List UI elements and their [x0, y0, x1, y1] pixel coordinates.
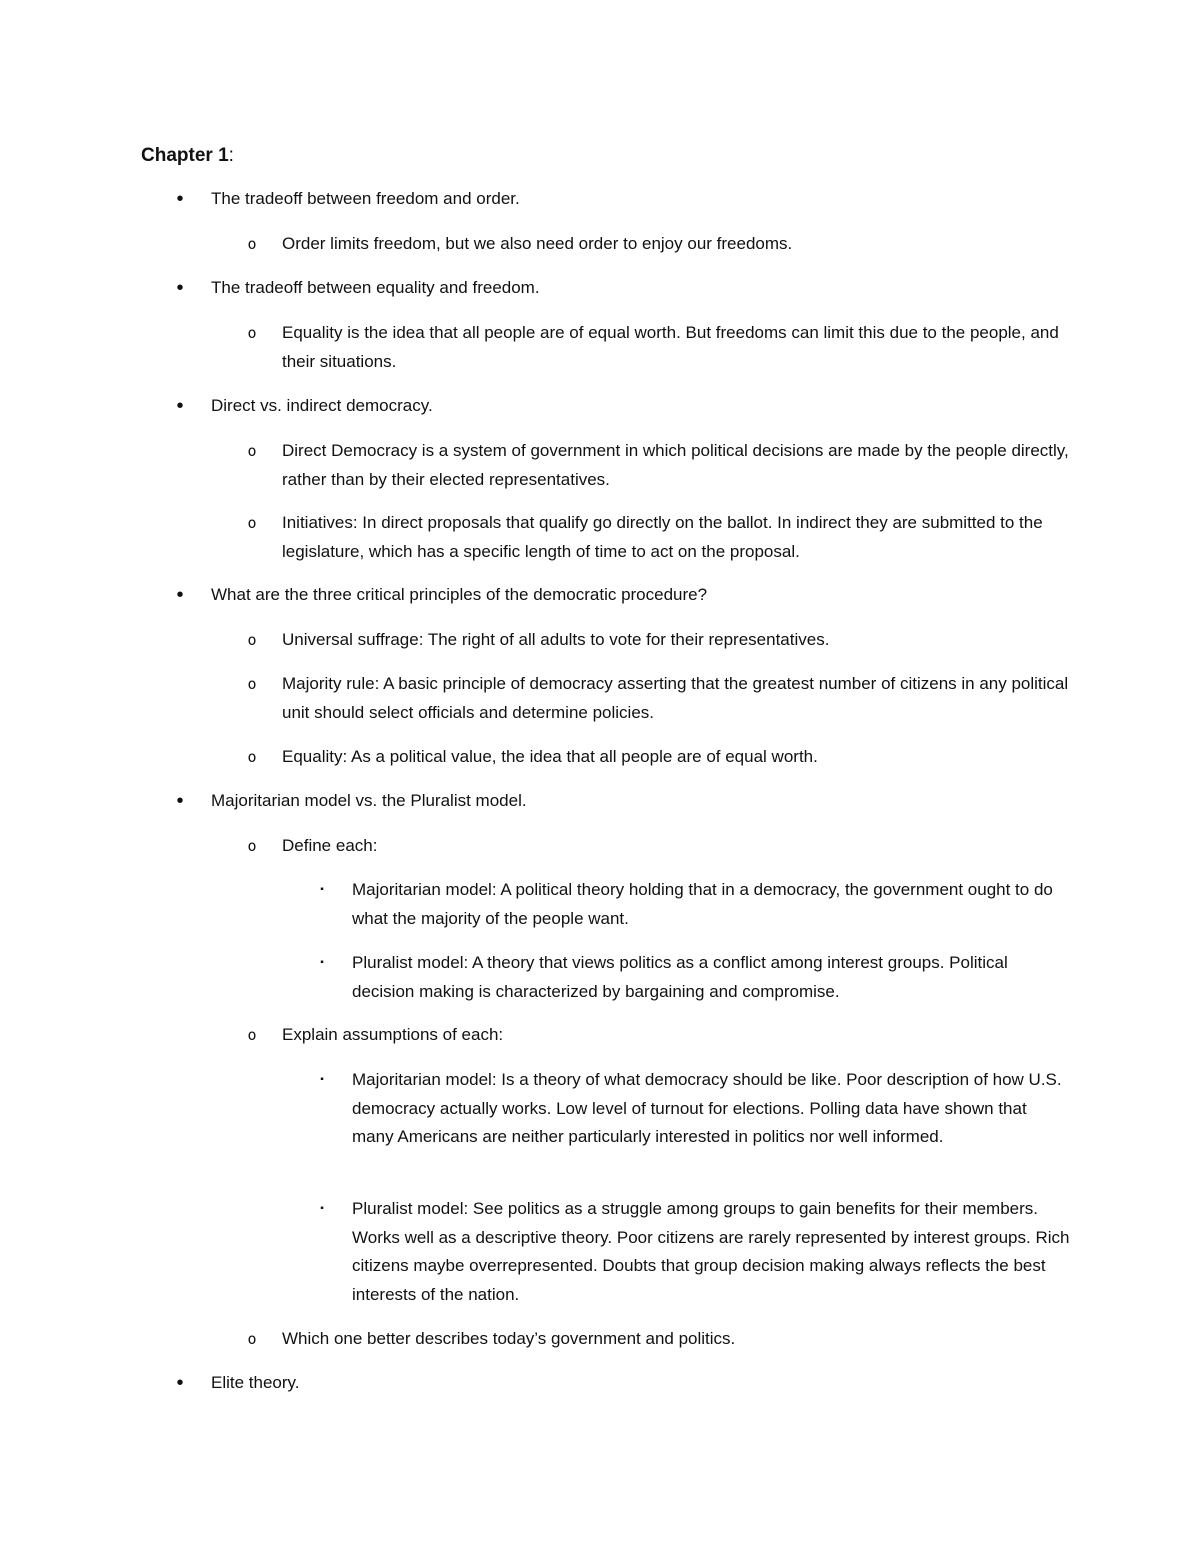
outline-item-elite-theory: Elite theory. [211, 1373, 300, 1392]
bullet-marker: • [176, 277, 184, 299]
outline-item-direct-democracy: Direct Democracy is a system of government in which political decisions are made by the people directly, rather than by their elected representatives. [282, 441, 1069, 489]
outline-item-define-each: Define each: [282, 836, 378, 855]
circle-marker: o [247, 748, 257, 766]
outline-item-initiatives: Initiatives: In direct proposals that qualify go directly on the ballot. In indirect they are submitted to the legislature, which has a specific length of time to act on the proposal. [282, 513, 1043, 561]
circle-marker: o [247, 837, 257, 855]
outline-item-equality-idea: Equality is the idea that all people are of equal worth. But freedoms can limit this due to the people, and their situations. [282, 323, 1059, 371]
circle-marker: o [247, 1026, 257, 1044]
circle-marker: o [247, 1330, 257, 1348]
outline-item-majority-rule: Majority rule: A basic principle of democracy asserting that the greatest number of citizens in any political unit should select officials and determine policies. [282, 674, 1069, 722]
outline-item-pluralist-define: Pluralist model: A theory that views politics as a conflict among interest groups. Political decision making is characterized by bargaining and compromise. [352, 953, 1008, 1001]
chapter-title: Chapter 1 [141, 145, 229, 166]
square-marker: ▪ [320, 957, 324, 968]
circle-marker: o [247, 675, 257, 693]
outline-item-majoritarian-define: Majoritarian model: A political theory holding that in a democracy, the government ought to do what the majority of the people want. [352, 880, 1053, 928]
outline-item-majoritarian-assumptions: Majoritarian model: Is a theory of what democracy should be like. Poor description of how U.S. democracy actually works. Low level of turnout for elections. Polling data have shown that many Americans are neither particularly interested in politics nor well informed. [352, 1070, 1062, 1146]
outline-item-explain-assumptions: Explain assumptions of each: [282, 1025, 504, 1044]
bullet-marker: • [176, 188, 184, 210]
circle-marker: o [247, 514, 257, 532]
chapter-heading [141, 143, 234, 169]
outline-item-universal-suffrage: Universal suffrage: The right of all adults to vote for their representatives. [282, 630, 830, 649]
bullet-marker: • [176, 395, 184, 417]
circle-marker: o [247, 631, 257, 649]
bullet-marker: • [176, 1372, 184, 1394]
square-marker: ▪ [320, 1203, 324, 1214]
outline-item-tradeoff-freedom-order: The tradeoff between freedom and order. [211, 189, 520, 208]
circle-marker: o [247, 235, 257, 253]
outline-item-three-principles: What are the three critical principles of the democratic procedure? [211, 585, 708, 604]
bullet-marker: • [176, 584, 184, 606]
outline-item-pluralist-assumptions: Pluralist model: See politics as a struggle among groups to gain benefits for their members. Works well as a descriptive theory. Poor citizens are rarely represented by interest groups. Rich citizens maybe overrepresented. Doubts that group decision making always reflects the best interests of the nation. [352, 1199, 1070, 1304]
outline-item-direct-vs-indirect: Direct vs. indirect democracy. [211, 396, 433, 415]
square-marker: ▪ [320, 884, 324, 895]
outline-item-equality-value: Equality: As a political value, the idea that all people are of equal worth. [282, 747, 818, 766]
circle-marker: o [247, 442, 257, 460]
outline-item-tradeoff-equality-freedom: The tradeoff between equality and freedom. [211, 278, 540, 297]
chapter-colon: : [228, 145, 234, 166]
outline-item-which-better: Which one better describes today’s government and politics. [282, 1329, 736, 1348]
outline-item-order-limits: Order limits freedom, but we also need order to enjoy our freedoms. [282, 234, 793, 253]
outline-item-models: Majoritarian model vs. the Pluralist model. [211, 791, 527, 810]
bullet-marker: • [176, 790, 184, 812]
circle-marker: o [247, 324, 257, 342]
square-marker: ▪ [320, 1074, 324, 1085]
